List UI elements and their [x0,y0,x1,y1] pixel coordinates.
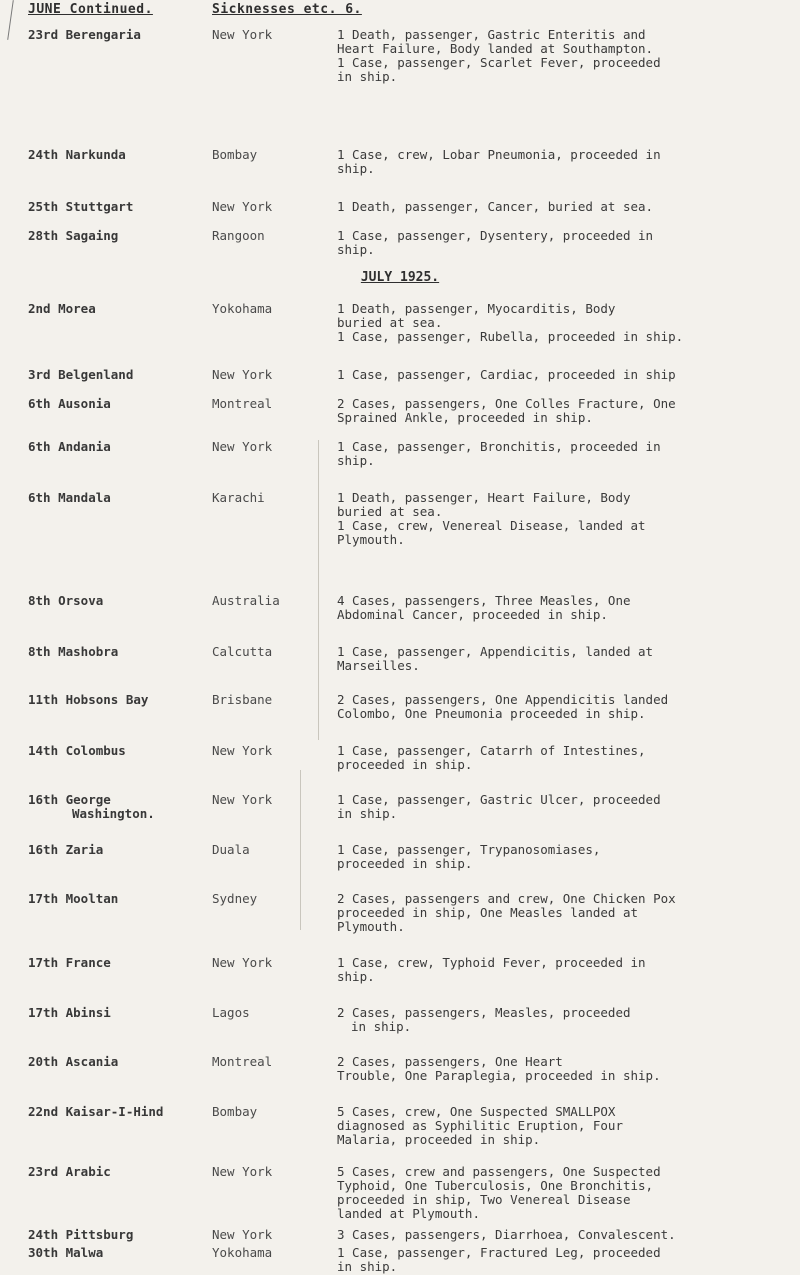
entry-port: New York [212,27,273,42]
description-line: 1 Case, passenger, Rubella, proceeded in ship. [337,329,684,344]
entry-port: Bombay [212,147,258,162]
page-heading-sicknesses: Sicknesses etc. 6. [212,2,362,17]
description-line: 5 Cases, crew, One Suspected SMALLPOX [337,1104,616,1119]
entry-port: New York [212,439,273,454]
entry-date-ship: 17th France [28,955,111,970]
ship-name-line: Washington. [72,806,155,821]
description-line: landed at Plymouth. [337,1206,480,1221]
description-line: 5 Cases, crew and passengers, One Suspected [337,1164,661,1179]
description-line: 1 Case, crew, Venereal Disease, landed at [337,518,646,533]
description-line: proceeded in ship. [337,757,473,772]
description-line: Trouble, One Paraplegia, proceeded in ship. [337,1068,661,1083]
entry-date-ship: 17th Abinsi [28,1005,111,1020]
description-line: Typhoid, One Tuberculosis, One Bronchitis, [337,1178,654,1193]
entry-description [337,1105,782,1147]
description-line: ship. [337,453,375,468]
entry-date-ship [28,793,208,821]
entry-date-ship: 8th Mashobra [28,644,119,659]
entry-date-ship: 16th Zaria [28,842,104,857]
entry-port: New York [212,199,273,214]
entry-port: Bombay [212,1104,258,1119]
description-line: proceeded in ship, One Measles landed at [337,905,639,920]
description-line: Sprained Ankle, proceeded in ship. [337,410,593,425]
entry-description [337,491,782,547]
entry-description [337,645,782,673]
description-line: proceeded in ship, Two Venereal Disease [337,1192,631,1207]
entry-date-ship: 23rd Berengaria [28,27,141,42]
entry-date-ship: 14th Colombus [28,743,126,758]
description-line: Malaria, proceeded in ship. [337,1132,541,1147]
entry-date-ship: 24th Pittsburg [28,1227,134,1242]
entry-port: New York [212,743,273,758]
entry-date-ship: 22nd Kaisar-I-Hind [28,1104,164,1119]
entry-description [337,1055,782,1083]
entry-description [337,148,782,176]
description-line: 1 Case, passenger, Bronchitis, proceeded in [337,439,661,454]
entry-date-ship: 6th Ausonia [28,396,111,411]
description-line: in ship. [351,1019,412,1034]
description-line: in ship. [337,69,398,84]
description-line: 1 Case, passenger, Appendicitis, landed at [337,644,654,659]
entry-date-ship: 24th Narkunda [28,147,126,162]
description-line: 1 Case, passenger, Gastric Ulcer, proceeded [337,792,661,807]
description-line: 1 Death, passenger, Myocarditis, Body [337,301,616,316]
entry-port: Montreal [212,396,273,411]
entry-port: New York [212,1164,273,1179]
description-line: 1 Death, passenger, Heart Failure, Body [337,490,631,505]
entry-description [337,594,782,622]
entry-description [337,744,782,772]
description-line: 4 Cases, passengers, Three Measles, One [337,593,631,608]
entry-port: Calcutta [212,644,273,659]
description-line: Abdominal Cancer, proceeded in ship. [337,607,608,622]
description-line: ship. [337,969,375,984]
entry-date-ship: 23rd Arabic [28,1164,111,1179]
entry-port: Brisbane [212,692,273,707]
entry-port: Duala [212,842,250,857]
entry-description [337,843,782,871]
entry-description [337,229,782,257]
entry-date-ship: 11th Hobsons Bay [28,692,149,707]
entry-description [337,956,782,984]
description-line: 1 Case, crew, Lobar Pneumonia, proceeded in [337,147,661,162]
description-line: buried at sea. [337,315,443,330]
entry-description [337,440,782,468]
entry-port: Lagos [212,1005,250,1020]
description-line: diagnosed as Syphilitic Eruption, Four [337,1118,623,1133]
entry-date-ship: 2nd Morea [28,301,96,316]
description-line: in ship. [337,1259,398,1274]
description-line: Plymouth. [337,532,405,547]
description-line: 1 Case, passenger, Cardiac, proceeded in ship [337,367,676,382]
entry-description [337,28,782,84]
entry-description [337,1246,782,1274]
page-edge-mark [7,0,14,40]
entry-description [337,892,782,934]
description-line: Marseilles. [337,658,420,673]
ship-name-line: 16th George [28,792,111,807]
description-line: 2 Cases, passengers, One Appendicitis landed [337,692,669,707]
description-line: Plymouth. [337,919,405,934]
description-line: buried at sea. [337,504,443,519]
entry-description [337,793,782,821]
entry-description [337,693,782,721]
entry-date-ship: 6th Andania [28,439,111,454]
entry-port: Rangoon [212,228,265,243]
description-line: 1 Case, passenger, Fractured Leg, proceeded [337,1245,661,1260]
entry-port: Yokohama [212,1245,273,1260]
entry-port: New York [212,1227,273,1242]
entry-date-ship: 8th Orsova [28,593,104,608]
section-heading-july: JULY 1925. [360,270,440,285]
description-line: Colombo, One Pneumonia proceeded in ship. [337,706,646,721]
description-line: 2 Cases, passengers, Measles, proceeded [337,1005,631,1020]
description-line: 1 Death, passenger, Cancer, buried at sea. [337,199,654,214]
entry-date-ship: 30th Malwa [28,1245,104,1260]
entry-description [337,1165,782,1221]
description-line: 2 Cases, passengers and crew, One Chicken Pox [337,891,676,906]
entry-description [337,1006,782,1034]
entry-port: New York [212,955,273,970]
entry-port: Sydney [212,891,258,906]
entry-description [337,397,782,425]
description-line: 1 Death, passenger, Gastric Enteritis and [337,27,646,42]
entry-port: Montreal [212,1054,273,1069]
entry-date-ship: 17th Mooltan [28,891,119,906]
section-heading-june: JUNE Continued. [28,2,153,17]
description-line: 1 Case, crew, Typhoid Fever, proceeded in [337,955,646,970]
entry-description [337,368,782,382]
description-line: Heart Failure, Body landed at Southampton. [337,41,654,56]
entry-port: Yokohama [212,301,273,316]
description-line: 1 Case, passenger, Trypanosomiases, [337,842,601,857]
entry-port: New York [212,792,273,807]
entry-description [337,200,782,214]
description-line: ship. [337,161,375,176]
entry-date-ship: 28th Sagaing [28,228,119,243]
entry-date-ship: 3rd Belgenland [28,367,134,382]
entry-date-ship: 6th Mandala [28,490,111,505]
entry-port: New York [212,367,273,382]
entry-date-ship: 20th Ascania [28,1054,119,1069]
entry-port: Australia [212,593,280,608]
entry-date-ship: 25th Stuttgart [28,199,134,214]
description-line: 2 Cases, passengers, One Heart [337,1054,563,1069]
description-line: 1 Case, passenger, Scarlet Fever, proceeded [337,55,661,70]
description-line: proceeded in ship. [337,856,473,871]
entry-description [337,302,782,344]
entry-port: Karachi [212,490,265,505]
description-line: 1 Case, passenger, Catarrh of Intestines, [337,743,646,758]
description-line: 3 Cases, passengers, Diarrhoea, Convalescent. [337,1227,676,1242]
description-line: in ship. [337,806,398,821]
description-line: 1 Case, passenger, Dysentery, proceeded in [337,228,654,243]
description-line: 2 Cases, passengers, One Colles Fracture, One [337,396,676,411]
entry-description [337,1228,782,1242]
description-line: ship. [337,242,375,257]
